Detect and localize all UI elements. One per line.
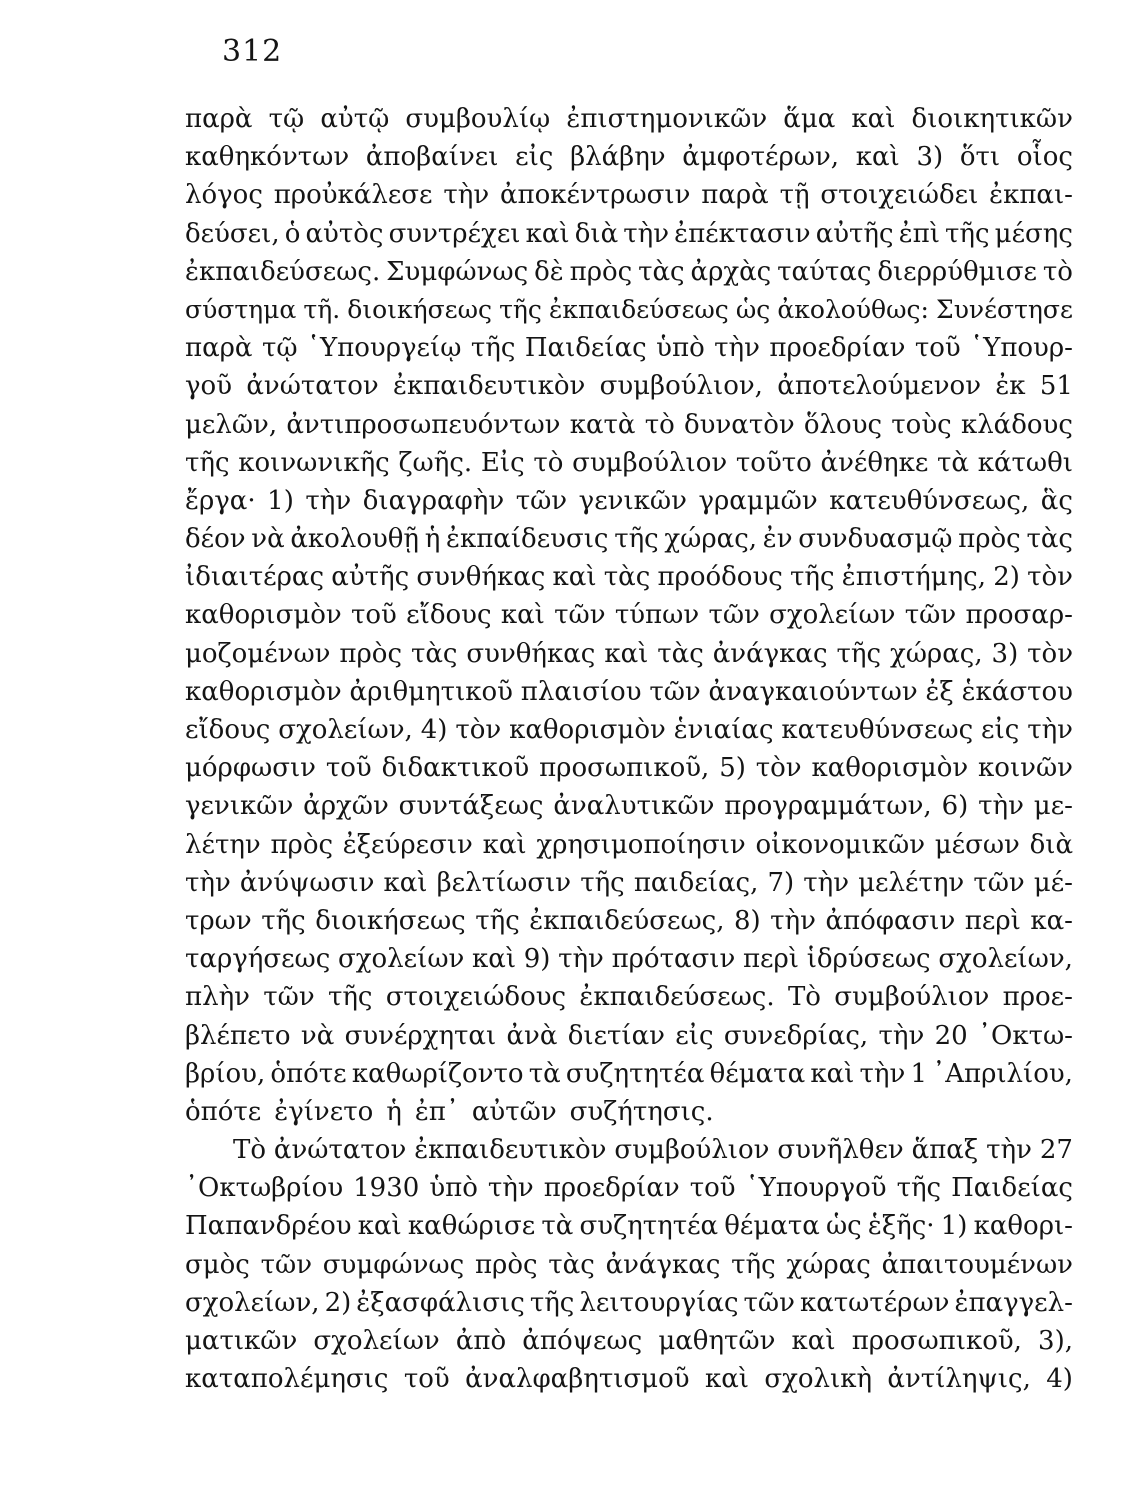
text-line: σχολείων, 2) ἐξασφάλισις τῆς λειτουργίας τῶν κατωτέρων ἐπαγγελ- <box>185 1287 1073 1318</box>
body-text <box>185 100 1073 1398</box>
text-line: γενικῶν ἀρχῶν συντάξεως ἀναλυτικῶν προγραμμάτων, 6) τὴν με- <box>185 791 1073 822</box>
text-line: δέον νὰ ἀκολουθῇ ἡ ἐκπαίδευσις τῆς χώρας, ἐν συνδυασμῷ πρὸς τὰς <box>185 524 1073 555</box>
text-line: τὴν ἀνύψωσιν καὶ βελτίωσιν τῆς παιδείας, 7) τὴν μελέτην τῶν μέ- <box>185 867 1073 898</box>
text-line: ἐκπαιδεύσεως. Συμφώνως δὲ πρὸς τὰς ἀρχὰς ταύτας διερρύθμισε τὸ <box>185 256 1073 287</box>
text-line: μελῶν, ἀντιπροσωπευόντων κατὰ τὸ δυνατὸν ὅλους τοὺς κλάδους <box>185 409 1073 440</box>
text-line: ᾿Οκτωβρίου 1930 ὑπὸ τὴν προεδρίαν τοῦ ῾Υπουργοῦ τῆς Παιδείας <box>185 1173 1073 1204</box>
text-line: βλέπετο νὰ συνέρχηται ἀνὰ διετίαν εἰς συνεδρίας, τὴν 20 ᾿Οκτω- <box>185 1020 1073 1051</box>
paragraph <box>185 100 1073 1131</box>
text-line: παρὰ τῷ ῾Υπουργείῳ τῆς Παιδείας ὑπὸ τὴν προεδρίαν τοῦ ῾Υπουρ- <box>185 333 1073 364</box>
text-line: καταπολέμησις τοῦ ἀναλφαβητισμοῦ καὶ σχολικὴ ἀντίληψις, 4) <box>185 1364 1073 1395</box>
text-line: σμὸς τῶν συμφώνως πρὸς τὰς ἀνάγκας τῆς χώρας ἀπαιτουμένων <box>185 1249 1073 1280</box>
text-line: γοῦ ἀνώτατον ἐκπαιδευτικὸν συμβούλιον, ἀποτελούμενον ἐκ 51 <box>185 371 1073 402</box>
text-line: δεύσει, ὁ αὐτὸς συντρέχει καὶ διὰ τὴν ἐπέκτασιν αὐτῆς ἐπὶ τῆς μέσης <box>185 218 1073 249</box>
text-line: Παπανδρέου καὶ καθώρισε τὰ συζητητέα θέματα ὡς ἑξῆς· 1) καθορι- <box>185 1211 1073 1242</box>
text-line: βρίου, ὁπότε καθωρίζοντο τὰ συζητητέα θέματα καὶ τὴν 1 ᾿Απριλίου, <box>185 1058 1073 1089</box>
text-line: λόγος προὐκάλεσε τὴν ἀποκέντρωσιν παρὰ τῇ στοιχειώδει ἐκπαι- <box>185 180 1073 211</box>
text-line: εἴδους σχολείων, 4) τὸν καθορισμὸν ἑνιαίας κατευθύνσεως εἰς τὴν <box>185 715 1073 745</box>
text-line: καθηκόντων ἀποβαίνει εἰς βλάβην ἀμφοτέρων, καὶ 3) ὅτι οἷος <box>185 142 1073 173</box>
text-line: μόρφωσιν τοῦ διδακτικοῦ προσωπικοῦ, 5) τὸν καθορισμὸν κοινῶν <box>185 753 1073 784</box>
text-line: ἔργα· 1) τὴν διαγραφὴν τῶν γενικῶν γραμμῶν κατευθύνσεως, ἃς <box>185 485 1073 516</box>
paragraph <box>185 1131 1073 1398</box>
text-line: Τὸ ἀνώτατον ἐκπαιδευτικὸν συμβούλιον συνῆλθεν ἅπαξ τὴν 27 <box>233 1135 1073 1166</box>
text-line: ματικῶν σχολείων ἀπὸ ἀπόψεως μαθητῶν καὶ προσωπικοῦ, 3), <box>185 1326 1073 1356</box>
text-line: καθορισμὸν ἀριθμητικοῦ πλαισίου τῶν ἀναγκαιούντων ἐξ ἑκάστου <box>185 676 1073 707</box>
text-line: τῆς κοινωνικῆς ζωῆς. Εἰς τὸ συμβούλιον τοῦτο ἀνέθηκε τὰ κάτωθι <box>185 447 1073 478</box>
text-line: λέτην πρὸς ἐξεύρεσιν καὶ χρησιμοποίησιν οἰκονομικῶν μέσων διὰ <box>185 829 1073 860</box>
text-line: καθορισμὸν τοῦ εἴδους καὶ τῶν τύπων τῶν σχολείων τῶν προσαρ- <box>185 600 1073 631</box>
text-line: παρὰ τῷ αὐτῷ συμβουλίῳ ἐπιστημονικῶν ἅμα καὶ διοικητικῶν <box>185 104 1073 134</box>
text-line: πλὴν τῶν τῆς στοιχειώδους ἐκπαιδεύσεως. Τὸ συμβούλιον προε- <box>185 982 1073 1013</box>
page-number: 312 <box>222 34 283 69</box>
text-line: ἰδιαιτέρας αὐτῆς συνθήκας καὶ τὰς προόδους τῆς ἐπιστήμης, 2) τὸν <box>185 562 1073 593</box>
text-line: μοζομένων πρὸς τὰς συνθήκας καὶ τὰς ἀνάγκας τῆς χώρας, 3) τὸν <box>185 638 1073 669</box>
text-line: τρων τῆς διοικήσεως τῆς ἐκπαιδεύσεως, 8) τὴν ἀπόφασιν περὶ κα- <box>185 905 1073 936</box>
text-line: ταργήσεως σχολείων καὶ 9) τὴν πρότασιν περὶ ἱδρύσεως σχολείων, <box>185 944 1073 975</box>
text-line: σύστημα τῆ. διοικήσεως τῆς ἐκπαιδεύσεως ὡς ἀκολούθως: Συνέστησε <box>185 294 1073 324</box>
text-line: ὁπότε ἐγίνετο ἡ ἐπ᾿ αὐτῶν συζήτησις. <box>185 1096 714 1127</box>
